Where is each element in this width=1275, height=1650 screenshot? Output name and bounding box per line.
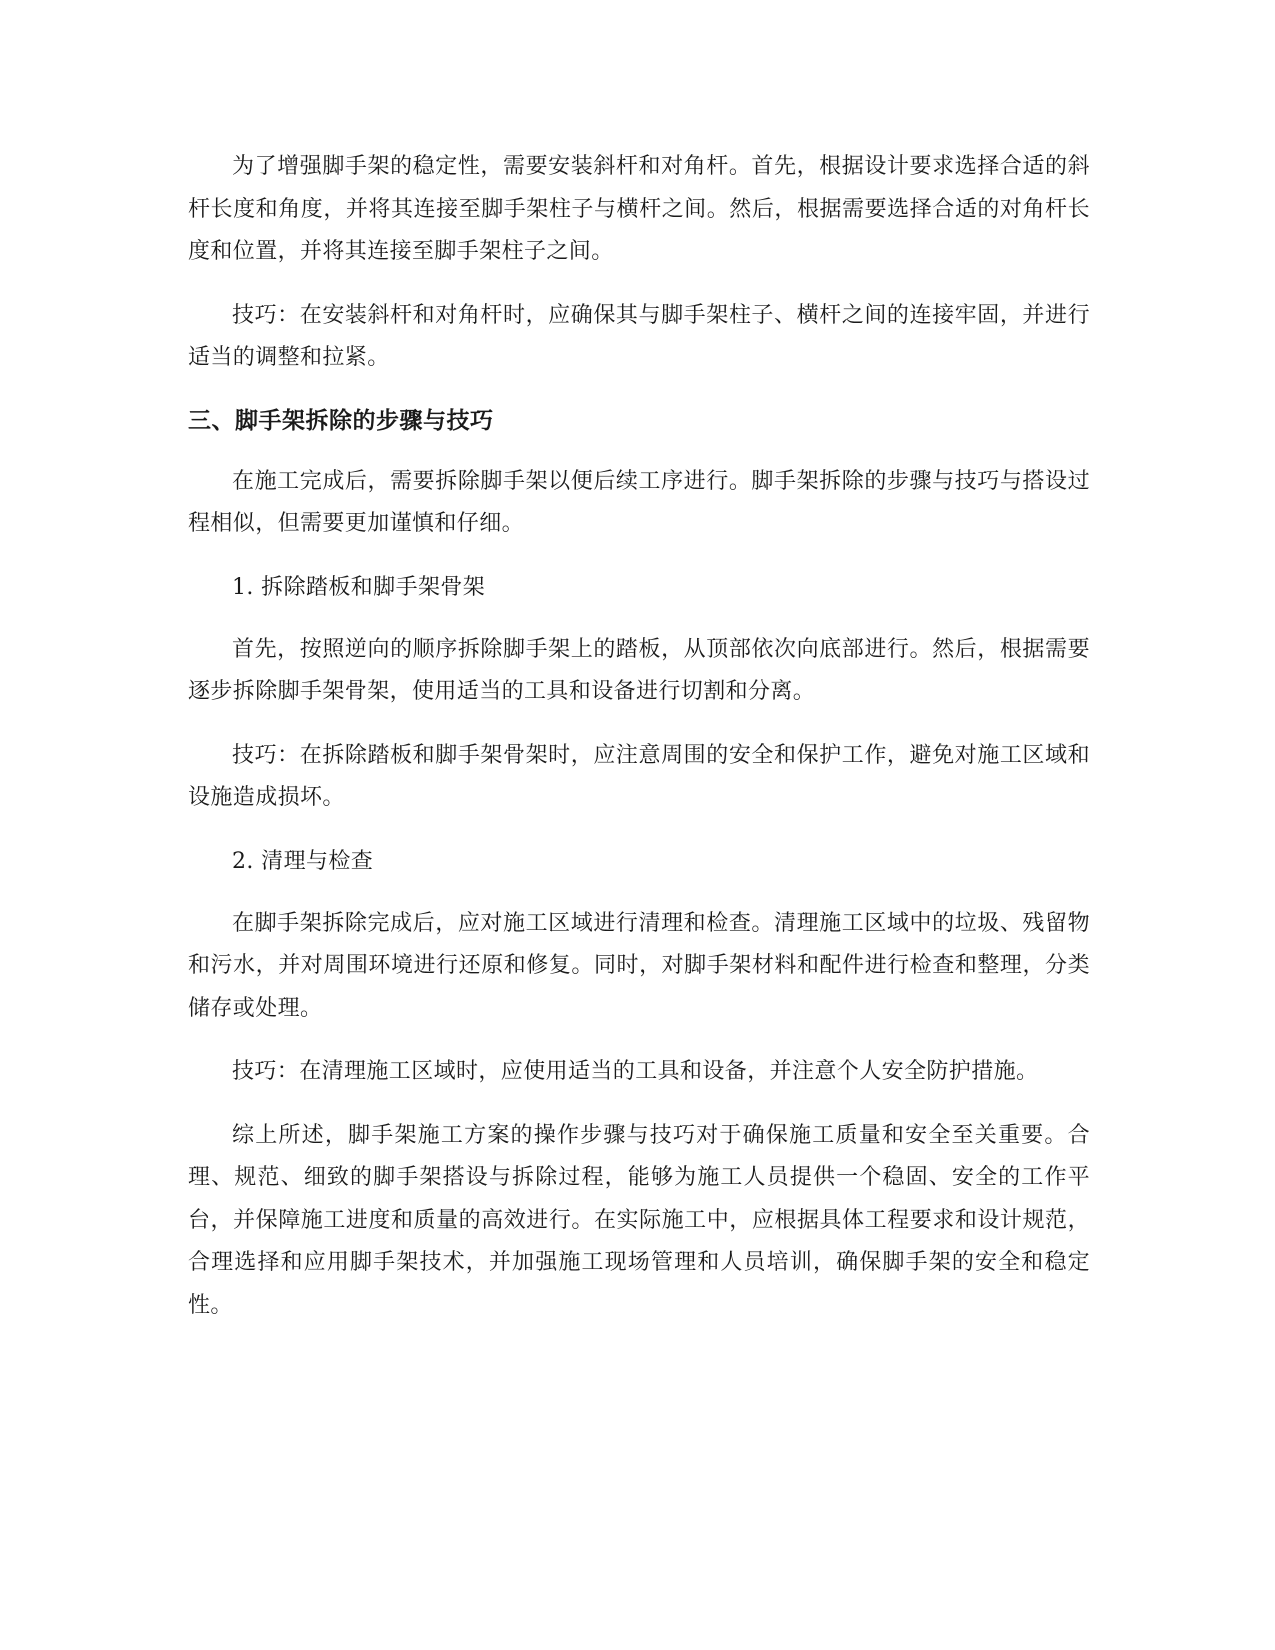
paragraph-clean-inspect: 在脚手架拆除完成后，应对施工区域进行清理和检查。清理施工区域中的垃圾、残留物和污水，并对周围环境进行还原和修复。同时，对脚手架材料和配件进行检查和整理，分类储存或处理。 xyxy=(188,910,1090,1021)
paragraph-tip-clean-inspect: 技巧：在清理施工区域时，应使用适当的工具和设备，并注意个人安全防护措施。 xyxy=(232,1059,1039,1084)
paragraph-tip-diagonal-braces: 技巧：在安装斜杆和对角杆时，应确保其与脚手架柱子、横杆之间的连接牢固，并进行适当的调整和拉紧。 xyxy=(188,302,1090,370)
paragraph-remove-boards: 首先，按照逆向的顺序拆除脚手架上的踏板，从顶部依次向底部进行。然后，根据需要逐步拆除脚手架骨架，使用适当的工具和设备进行切割和分离。 xyxy=(188,636,1090,704)
list-item-clean-inspect: 2. 清理与检查 xyxy=(232,848,374,874)
paragraph-tip-remove-boards: 技巧：在拆除踏板和脚手架骨架时，应注意周围的安全和保护工作，避免对施工区域和设施造成损坏。 xyxy=(188,742,1090,810)
paragraph-diagonal-braces: 为了增强脚手架的稳定性，需要安装斜杆和对角杆。首先，根据设计要求选择合适的斜杆长度和角度，并将其连接至脚手架柱子与横杆之间。然后，根据需要选择合适的对角杆长度和位置，并将其连接至脚手架柱子之间。 xyxy=(188,154,1090,264)
list-item-remove-boards: 1. 拆除踏板和脚手架骨架 xyxy=(232,574,486,600)
document-page xyxy=(188,146,1090,1348)
paragraph-dismantling-intro: 在施工完成后，需要拆除脚手架以便后续工序进行。脚手架拆除的步骤与技巧与搭设过程相似，但需要更加谨慎和仔细。 xyxy=(188,468,1090,536)
paragraph-conclusion: 综上所述，脚手架施工方案的操作步骤与技巧对于确保施工质量和安全至关重要。合理、规范、细致的脚手架搭设与拆除过程，能够为施工人员提供一个稳固、安全的工作平台，并保障施工进度和质量的高效进行。在实际施工中，应根据具体工程要求和设计规范，合理选择和应用脚手架技术，并加强施工现场管理和人员培训，确保脚手架的安全和稳定性。 xyxy=(188,1122,1090,1318)
section-heading-dismantling: 三、脚手架拆除的步骤与技巧 xyxy=(188,407,494,434)
